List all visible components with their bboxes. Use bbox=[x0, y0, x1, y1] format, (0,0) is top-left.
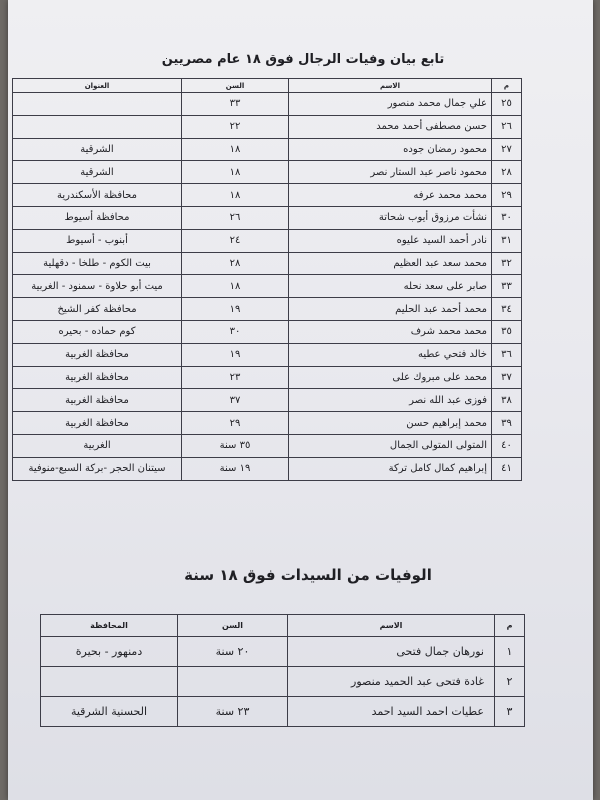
row-number: ٣٣ bbox=[492, 275, 522, 298]
row-name: عطيات احمد السيد احمد bbox=[288, 697, 495, 727]
header-name: الاسم bbox=[289, 79, 492, 93]
table-row bbox=[13, 298, 522, 321]
row-age: ٢٦ bbox=[182, 206, 289, 229]
row-name: محمد إبراهيم حسن bbox=[289, 412, 492, 435]
row-address: الشرقية bbox=[13, 161, 182, 184]
row-age: ٢٣ سنة bbox=[178, 697, 288, 727]
table-row bbox=[41, 697, 525, 727]
row-number: ٣١ bbox=[492, 229, 522, 252]
row-number: ٢٧ bbox=[492, 138, 522, 161]
row-number: ٣٦ bbox=[492, 343, 522, 366]
document-page bbox=[8, 0, 593, 800]
header-name: الاسم bbox=[288, 615, 495, 637]
table-row bbox=[13, 93, 522, 116]
row-name: محمود رمضان جوده bbox=[289, 138, 492, 161]
women-table-title: الوفيات من السيدات فوق ١٨ سنة bbox=[184, 566, 432, 584]
row-address: محافظة كفر الشيخ bbox=[13, 298, 182, 321]
table-row bbox=[13, 115, 522, 138]
men-table-title: تابع بيان وفيات الرجال فوق ١٨ عام مصريين bbox=[161, 52, 445, 67]
row-age: ٢٠ سنة bbox=[178, 637, 288, 667]
row-number: ٣٢ bbox=[492, 252, 522, 275]
row-name: خالد فتحي عطيه bbox=[289, 343, 492, 366]
header-address: العنوان bbox=[13, 79, 182, 93]
row-age: ٣٥ سنة bbox=[182, 434, 289, 457]
row-age: ١٩ سنة bbox=[182, 457, 289, 480]
women-table-header bbox=[41, 615, 525, 637]
men-table-header bbox=[13, 79, 522, 93]
row-age: ٣٧ bbox=[182, 389, 289, 412]
row-address bbox=[13, 115, 182, 138]
row-governorate: الحسنية الشرقية bbox=[41, 697, 178, 727]
row-number: ٢٦ bbox=[492, 115, 522, 138]
row-address: محافظة الغربية bbox=[13, 389, 182, 412]
row-address: محافظة الغربية bbox=[13, 412, 182, 435]
table-row bbox=[13, 366, 522, 389]
table-row bbox=[13, 184, 522, 207]
row-name: محمود ناصر عبد الستار نصر bbox=[289, 161, 492, 184]
table-row bbox=[13, 229, 522, 252]
men-deaths-table bbox=[12, 78, 522, 481]
row-name: علي جمال محمد منصور bbox=[289, 93, 492, 116]
row-address bbox=[13, 93, 182, 116]
row-age: ١٨ bbox=[182, 184, 289, 207]
row-number: ٣٧ bbox=[492, 366, 522, 389]
table-row bbox=[13, 275, 522, 298]
table-row bbox=[41, 637, 525, 667]
row-address: محافظة الأسكندرية bbox=[13, 184, 182, 207]
row-age bbox=[178, 667, 288, 697]
row-name: فوزى عبد الله نصر bbox=[289, 389, 492, 412]
row-age: ١٨ bbox=[182, 161, 289, 184]
row-age: ١٨ bbox=[182, 275, 289, 298]
row-age: ٢٩ bbox=[182, 412, 289, 435]
row-address: بيت الكوم - طلخا - دقهلية bbox=[13, 252, 182, 275]
row-number: ٢ bbox=[495, 667, 525, 697]
row-age: ٣٠ bbox=[182, 320, 289, 343]
row-number: ١ bbox=[495, 637, 525, 667]
row-age: ٢٨ bbox=[182, 252, 289, 275]
table-row bbox=[13, 389, 522, 412]
row-age: ٢٤ bbox=[182, 229, 289, 252]
row-address: الغربية bbox=[13, 434, 182, 457]
row-address: ميت أبو حلاوة - سمنود - الغربية bbox=[13, 275, 182, 298]
row-name: نورهان جمال فتحى bbox=[288, 637, 495, 667]
row-address: محافظة الغربية bbox=[13, 343, 182, 366]
table-row bbox=[41, 667, 525, 697]
header-age: السن bbox=[178, 615, 288, 637]
row-number: ٣ bbox=[495, 697, 525, 727]
row-name: حسن مصطفى أحمد محمد bbox=[289, 115, 492, 138]
table-row bbox=[13, 252, 522, 275]
row-address: محافظة الغربية bbox=[13, 366, 182, 389]
row-age: ٢٢ bbox=[182, 115, 289, 138]
table-row bbox=[13, 343, 522, 366]
row-number: ٢٥ bbox=[492, 93, 522, 116]
row-age: ١٨ bbox=[182, 138, 289, 161]
row-number: ٣٩ bbox=[492, 412, 522, 435]
row-address: سيتنان الحجر -بركة السبع-منوفية bbox=[13, 457, 182, 480]
row-number: ٣٤ bbox=[492, 298, 522, 321]
table-row bbox=[13, 320, 522, 343]
row-address: كوم حماده - بحيره bbox=[13, 320, 182, 343]
row-address: أبنوب - أسيوط bbox=[13, 229, 182, 252]
row-number: ٤٠ bbox=[492, 434, 522, 457]
row-governorate bbox=[41, 667, 178, 697]
table-row bbox=[13, 161, 522, 184]
table-row bbox=[13, 206, 522, 229]
row-name: غادة فتحى عبد الحميد منصور bbox=[288, 667, 495, 697]
row-name: محمد أحمد عبد الحليم bbox=[289, 298, 492, 321]
row-number: ٢٩ bbox=[492, 184, 522, 207]
row-name: صابر على سعد نحله bbox=[289, 275, 492, 298]
row-number: ٢٨ bbox=[492, 161, 522, 184]
row-name: إبراهيم كمال كامل تركة bbox=[289, 457, 492, 480]
header-num: م bbox=[492, 79, 522, 93]
table-row bbox=[13, 412, 522, 435]
row-governorate: دمنهور - بحيرة bbox=[41, 637, 178, 667]
row-name: محمد على مبروك على bbox=[289, 366, 492, 389]
row-age: ٣٣ bbox=[182, 93, 289, 116]
row-address: محافظة أسيوط bbox=[13, 206, 182, 229]
row-number: ٣٨ bbox=[492, 389, 522, 412]
row-number: ٤١ bbox=[492, 457, 522, 480]
row-age: ١٩ bbox=[182, 343, 289, 366]
row-name: نشأت مرزوق أيوب شحاتة bbox=[289, 206, 492, 229]
row-number: ٣٥ bbox=[492, 320, 522, 343]
header-age: السن bbox=[182, 79, 289, 93]
header-governorate: المحافظة bbox=[41, 615, 178, 637]
row-number: ٣٠ bbox=[492, 206, 522, 229]
table-row bbox=[13, 138, 522, 161]
women-deaths-table bbox=[40, 614, 525, 727]
row-age: ٢٣ bbox=[182, 366, 289, 389]
row-name: محمد سعد عبد العظيم bbox=[289, 252, 492, 275]
table-row bbox=[13, 457, 522, 480]
row-name: المتولى المتولى الجمال bbox=[289, 434, 492, 457]
header-num: م bbox=[495, 615, 525, 637]
row-name: محمد محمد شرف bbox=[289, 320, 492, 343]
row-name: محمد محمد عرفه bbox=[289, 184, 492, 207]
row-name: نادر أحمد السيد عليوه bbox=[289, 229, 492, 252]
row-age: ١٩ bbox=[182, 298, 289, 321]
table-row bbox=[13, 434, 522, 457]
row-address: الشرقية bbox=[13, 138, 182, 161]
